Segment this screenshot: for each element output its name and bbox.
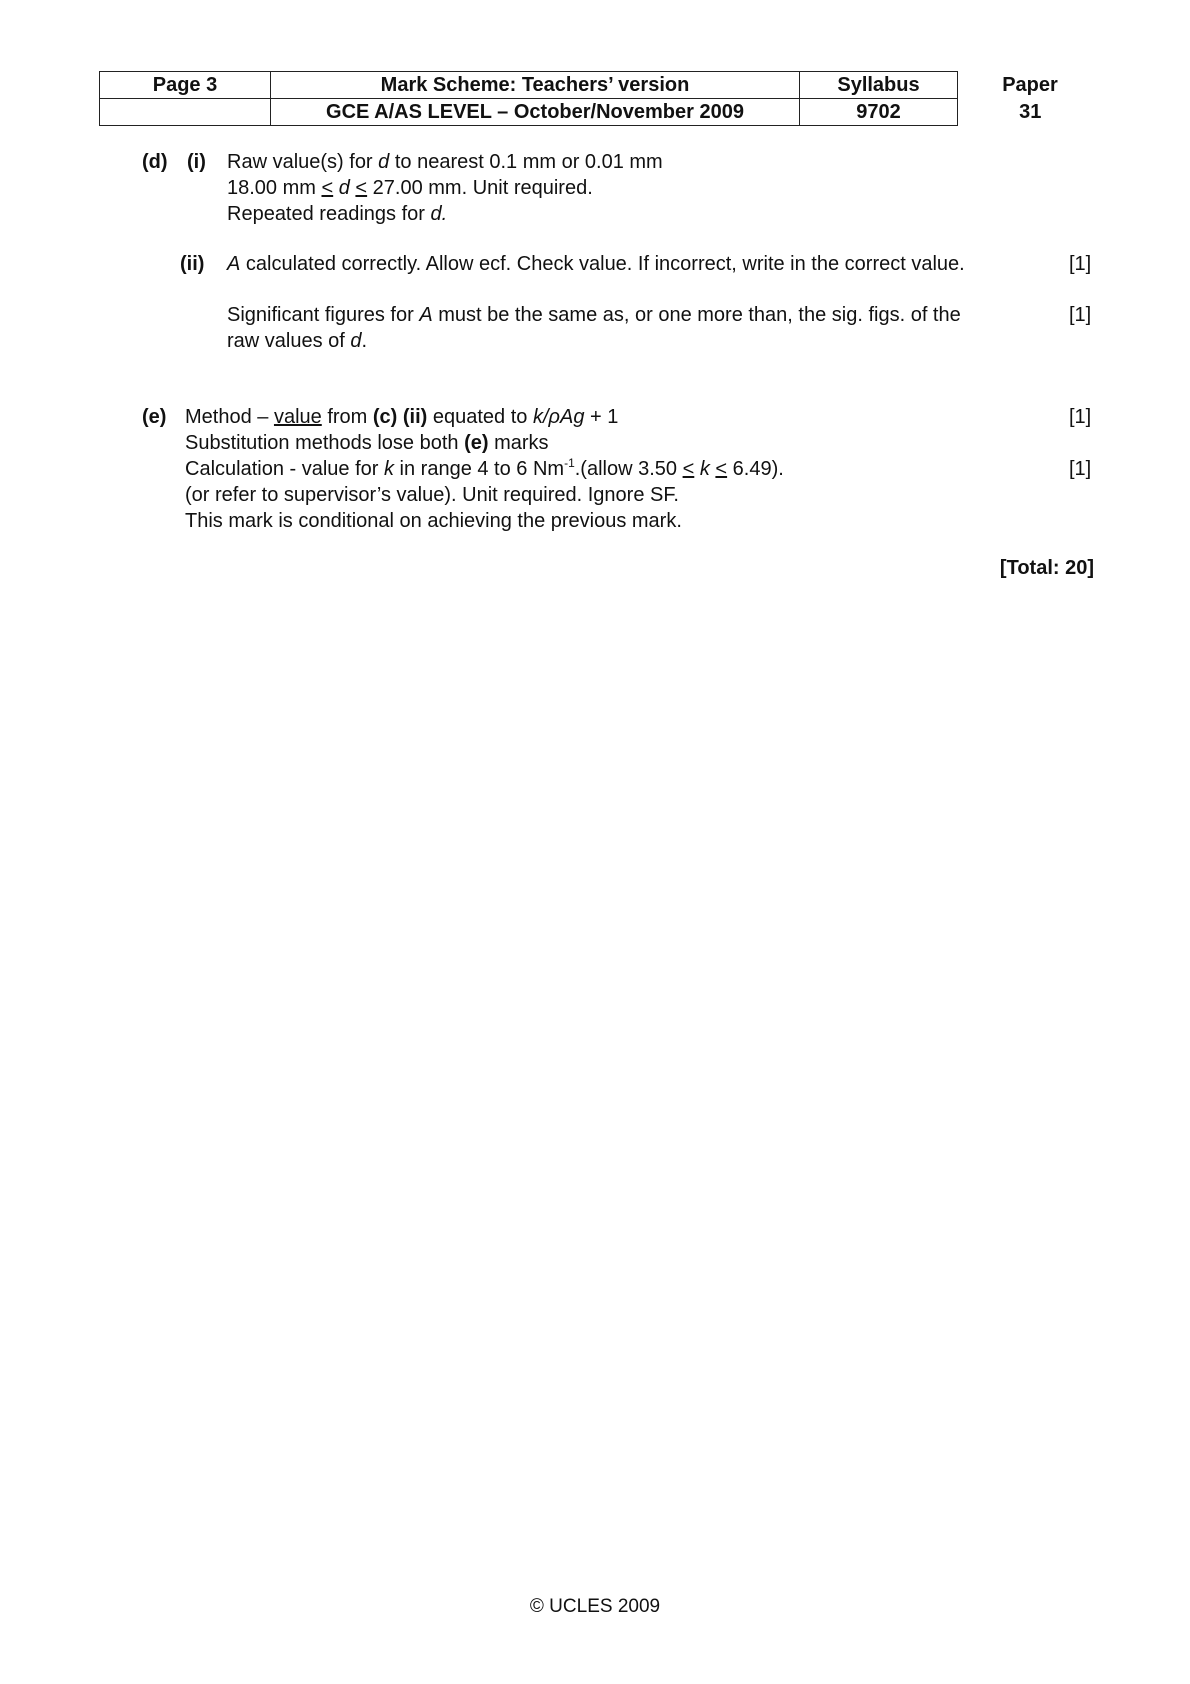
text: in range 4 to 6 Nm xyxy=(393,458,565,480)
superscript: -1 xyxy=(564,456,575,470)
formula: k/ρAg xyxy=(532,406,585,428)
doc-subtitle: GCE A/AS LEVEL – October/November 2009 xyxy=(271,99,800,126)
mark: [1] xyxy=(1069,406,1092,428)
var-d: d xyxy=(350,330,362,352)
footer-copyright: © UCLES 2009 xyxy=(529,1596,661,1617)
e-line-1 xyxy=(185,404,618,430)
text: raw values of xyxy=(227,330,351,352)
underlined-text: value xyxy=(273,406,322,428)
text: calculated correctly. Allow ecf. Check value. If incorrect, write in the correct value. xyxy=(240,253,965,275)
d-i-line-3 xyxy=(227,201,447,227)
e-line-3 xyxy=(185,456,784,482)
text: 27.00 mm. Unit required. xyxy=(367,177,593,199)
text: Raw value(s) for xyxy=(227,151,379,173)
d-ii-line-1 xyxy=(227,251,965,277)
text: marks xyxy=(488,432,549,454)
part-d-i-label: (i) xyxy=(187,151,206,173)
paper-value: 31 xyxy=(1019,100,1042,123)
var-d: d. xyxy=(430,203,448,225)
syllabus-label: Syllabus xyxy=(800,72,958,99)
part-d-ii-label: (ii) xyxy=(180,253,205,275)
var-d: d xyxy=(378,151,390,173)
syllabus-value: 9702 xyxy=(800,99,958,126)
header-table xyxy=(99,71,1103,126)
d-ii-line-2 xyxy=(227,302,961,328)
var-a: A xyxy=(227,253,241,275)
empty-cell xyxy=(100,99,271,126)
d-i-line-1 xyxy=(227,149,663,175)
text: 6.49). xyxy=(727,458,784,480)
e-line-4: (or refer to supervisor’s value). Unit required. Ignore SF. xyxy=(185,484,679,506)
text: Repeated readings for xyxy=(227,203,431,225)
page-number: Page 3 xyxy=(100,72,271,99)
var-a: A xyxy=(419,304,433,326)
d-ii-line-3 xyxy=(227,328,367,354)
var-k: k xyxy=(699,458,710,480)
text: to nearest 0.1 mm or 0.01 mm xyxy=(389,151,663,173)
text: Significant figures for xyxy=(227,304,420,326)
text: Substitution methods lose both xyxy=(185,432,465,454)
d-i-line-2 xyxy=(227,175,593,201)
mark: [1] xyxy=(1069,253,1092,275)
mark: [1] xyxy=(1069,458,1092,480)
bold-ref: (c) (ii) xyxy=(372,406,428,428)
le-symbol: < xyxy=(321,177,334,199)
text: . xyxy=(361,330,368,352)
doc-title: Mark Scheme: Teachers’ version xyxy=(271,72,800,99)
part-e-label: (e) xyxy=(142,406,167,428)
text: must be the same as, or one more than, the sig. figs. of the xyxy=(432,304,961,326)
var-k: k xyxy=(383,458,394,480)
text: 18.00 mm xyxy=(227,177,322,199)
e-line-5: This mark is conditional on achieving the previous mark. xyxy=(185,510,682,532)
mark: [1] xyxy=(1069,304,1092,326)
bold-ref: (e) xyxy=(464,432,489,454)
total-marks: [Total: 20] xyxy=(999,557,1094,579)
text: Calculation - value for xyxy=(185,458,384,480)
text: from xyxy=(321,406,373,428)
var-d: d xyxy=(338,177,350,199)
part-d-label: (d) xyxy=(142,151,168,173)
le-symbol: < xyxy=(355,177,368,199)
text: Method – xyxy=(185,406,274,428)
le-symbol: < xyxy=(682,458,695,480)
text: equated to xyxy=(427,406,533,428)
text: + 1 xyxy=(584,406,619,428)
e-line-2 xyxy=(185,430,549,456)
paper-label: Paper xyxy=(1002,73,1058,96)
le-symbol: < xyxy=(715,458,728,480)
text: .(allow 3.50 xyxy=(574,458,683,480)
